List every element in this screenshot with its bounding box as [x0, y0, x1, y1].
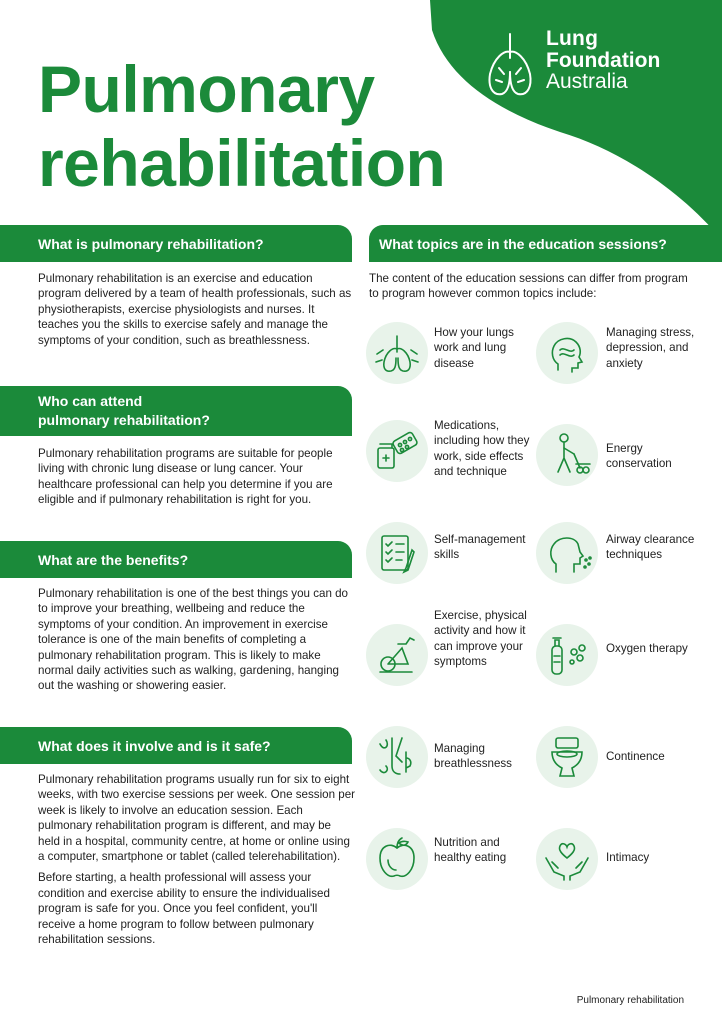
- section-heading-who-can-attend: [0, 386, 352, 436]
- topic-label-airway: Airway clearance techniques: [606, 533, 695, 562]
- section-heading-text: What does it involve and is it safe?: [38, 737, 271, 754]
- section-body-what-is: [38, 271, 356, 348]
- section-heading-text: What are the benefits?: [38, 551, 189, 568]
- head-stress-icon: [536, 322, 598, 384]
- section-heading-line-2: pulmonary rehabilitation?: [38, 412, 210, 428]
- section-heading-involve-safe: [0, 727, 352, 764]
- topic-label-nutrition: Nutrition and healthy eating: [434, 836, 507, 865]
- section-heading-benefits: [0, 541, 352, 578]
- paragraph: Pulmonary rehabilitation is one of the best things you can do to improve your breathing, wellbeing and reduce the symptoms of your condition. An improvement in exercise tolerance is one of the main benefits of completing a pulmonary rehabilitation program. This is likely to make normal daily activities such as walking, gardening, hanging out the washing or showering easier.: [38, 587, 349, 693]
- topic-label-exercise: Exercise, physical activity and how it can improve your symptoms: [434, 609, 527, 669]
- paragraph: Pulmonary rehabilitation is an exercise and education program delivered by a team of health professionals, such as physiotherapists, exercise physiologists and nurses. It teaches you the skills to exercise safely and manage the symptoms of your condition, such as breathlessness.: [38, 272, 352, 347]
- page-title-line-2: rehabilitation: [38, 126, 446, 200]
- logo-line-1: Lung: [546, 27, 599, 50]
- section-heading-text: What topics are in the education sessions?: [379, 235, 667, 252]
- heart-hands-icon: [536, 828, 598, 890]
- logo-line-2: Foundation: [546, 49, 661, 72]
- medication-icon: [366, 420, 428, 482]
- topic-label-energy: Energy conservation: [606, 442, 672, 471]
- section-body-benefits: [38, 586, 356, 694]
- topic-label-lungs: How your lungs work and lung disease: [434, 326, 514, 370]
- paragraph: Before starting, a health professional will assess your condition and exercise ability to ensure the individualised program is safe for you. Once you feel confident, you'll receive a home program to follow between pulmonary rehabilitation sessions.: [38, 871, 330, 947]
- page-title-line-1: Pulmonary: [38, 52, 375, 126]
- section-heading-what-is: [0, 225, 352, 262]
- topic-label-continence: Continence: [606, 750, 665, 763]
- apple-icon: [366, 828, 428, 890]
- section-heading-line-1: Who can attend: [38, 393, 143, 409]
- airway-clearance-icon: [536, 522, 598, 584]
- topic-label-self-management: Self-management skills: [434, 533, 526, 562]
- logo-wordmark: [546, 28, 660, 92]
- lungs-icon: [366, 322, 428, 384]
- energy-conservation-icon: [536, 424, 598, 486]
- topic-label-stress: Managing stress, depression, and anxiety: [606, 326, 695, 370]
- topics-intro: The content of the education sessions can differ from program to program however common topics include:: [369, 272, 688, 301]
- paragraph: Pulmonary rehabilitation programs are suitable for people living with chronic lung disease or lung cancer. Your healthcare professional can help you determine if you are eligible and if pulmonary rehabilitation is right for you.: [38, 447, 333, 507]
- exercise-bike-icon: [366, 624, 428, 686]
- page-title: [38, 52, 445, 200]
- logo-line-3: Australia: [546, 70, 628, 93]
- footer-text: Pulmonary rehabilitation: [576, 995, 684, 1006]
- topic-label-medications: Medications, including how they work, side effects and technique: [434, 419, 530, 479]
- topic-label-intimacy: Intimacy: [606, 851, 650, 864]
- section-heading-topics: [369, 225, 722, 262]
- breathlessness-icon: [366, 726, 428, 788]
- section-body-who-can-attend: [38, 446, 356, 508]
- toilet-icon: [536, 726, 598, 788]
- section-body-involve-safe: [38, 772, 356, 947]
- oxygen-tank-icon: [536, 624, 598, 686]
- checklist-icon: [366, 522, 428, 584]
- topic-label-oxygen: Oxygen therapy: [606, 642, 688, 655]
- paragraph: Pulmonary rehabilitation programs usually run for six to eight weeks, with two exercise sessions per week. One session per week is likely to involve an education session. Each pulmonary rehabilitation program is different, and may be held in a hospital, community centre, at home or online using a computer, smartphone or tablet (called telerehabilitation).: [38, 773, 356, 864]
- topic-label-breathlessness: Managing breathlessness: [434, 742, 512, 771]
- section-heading-text: What is pulmonary rehabilitation?: [38, 235, 264, 252]
